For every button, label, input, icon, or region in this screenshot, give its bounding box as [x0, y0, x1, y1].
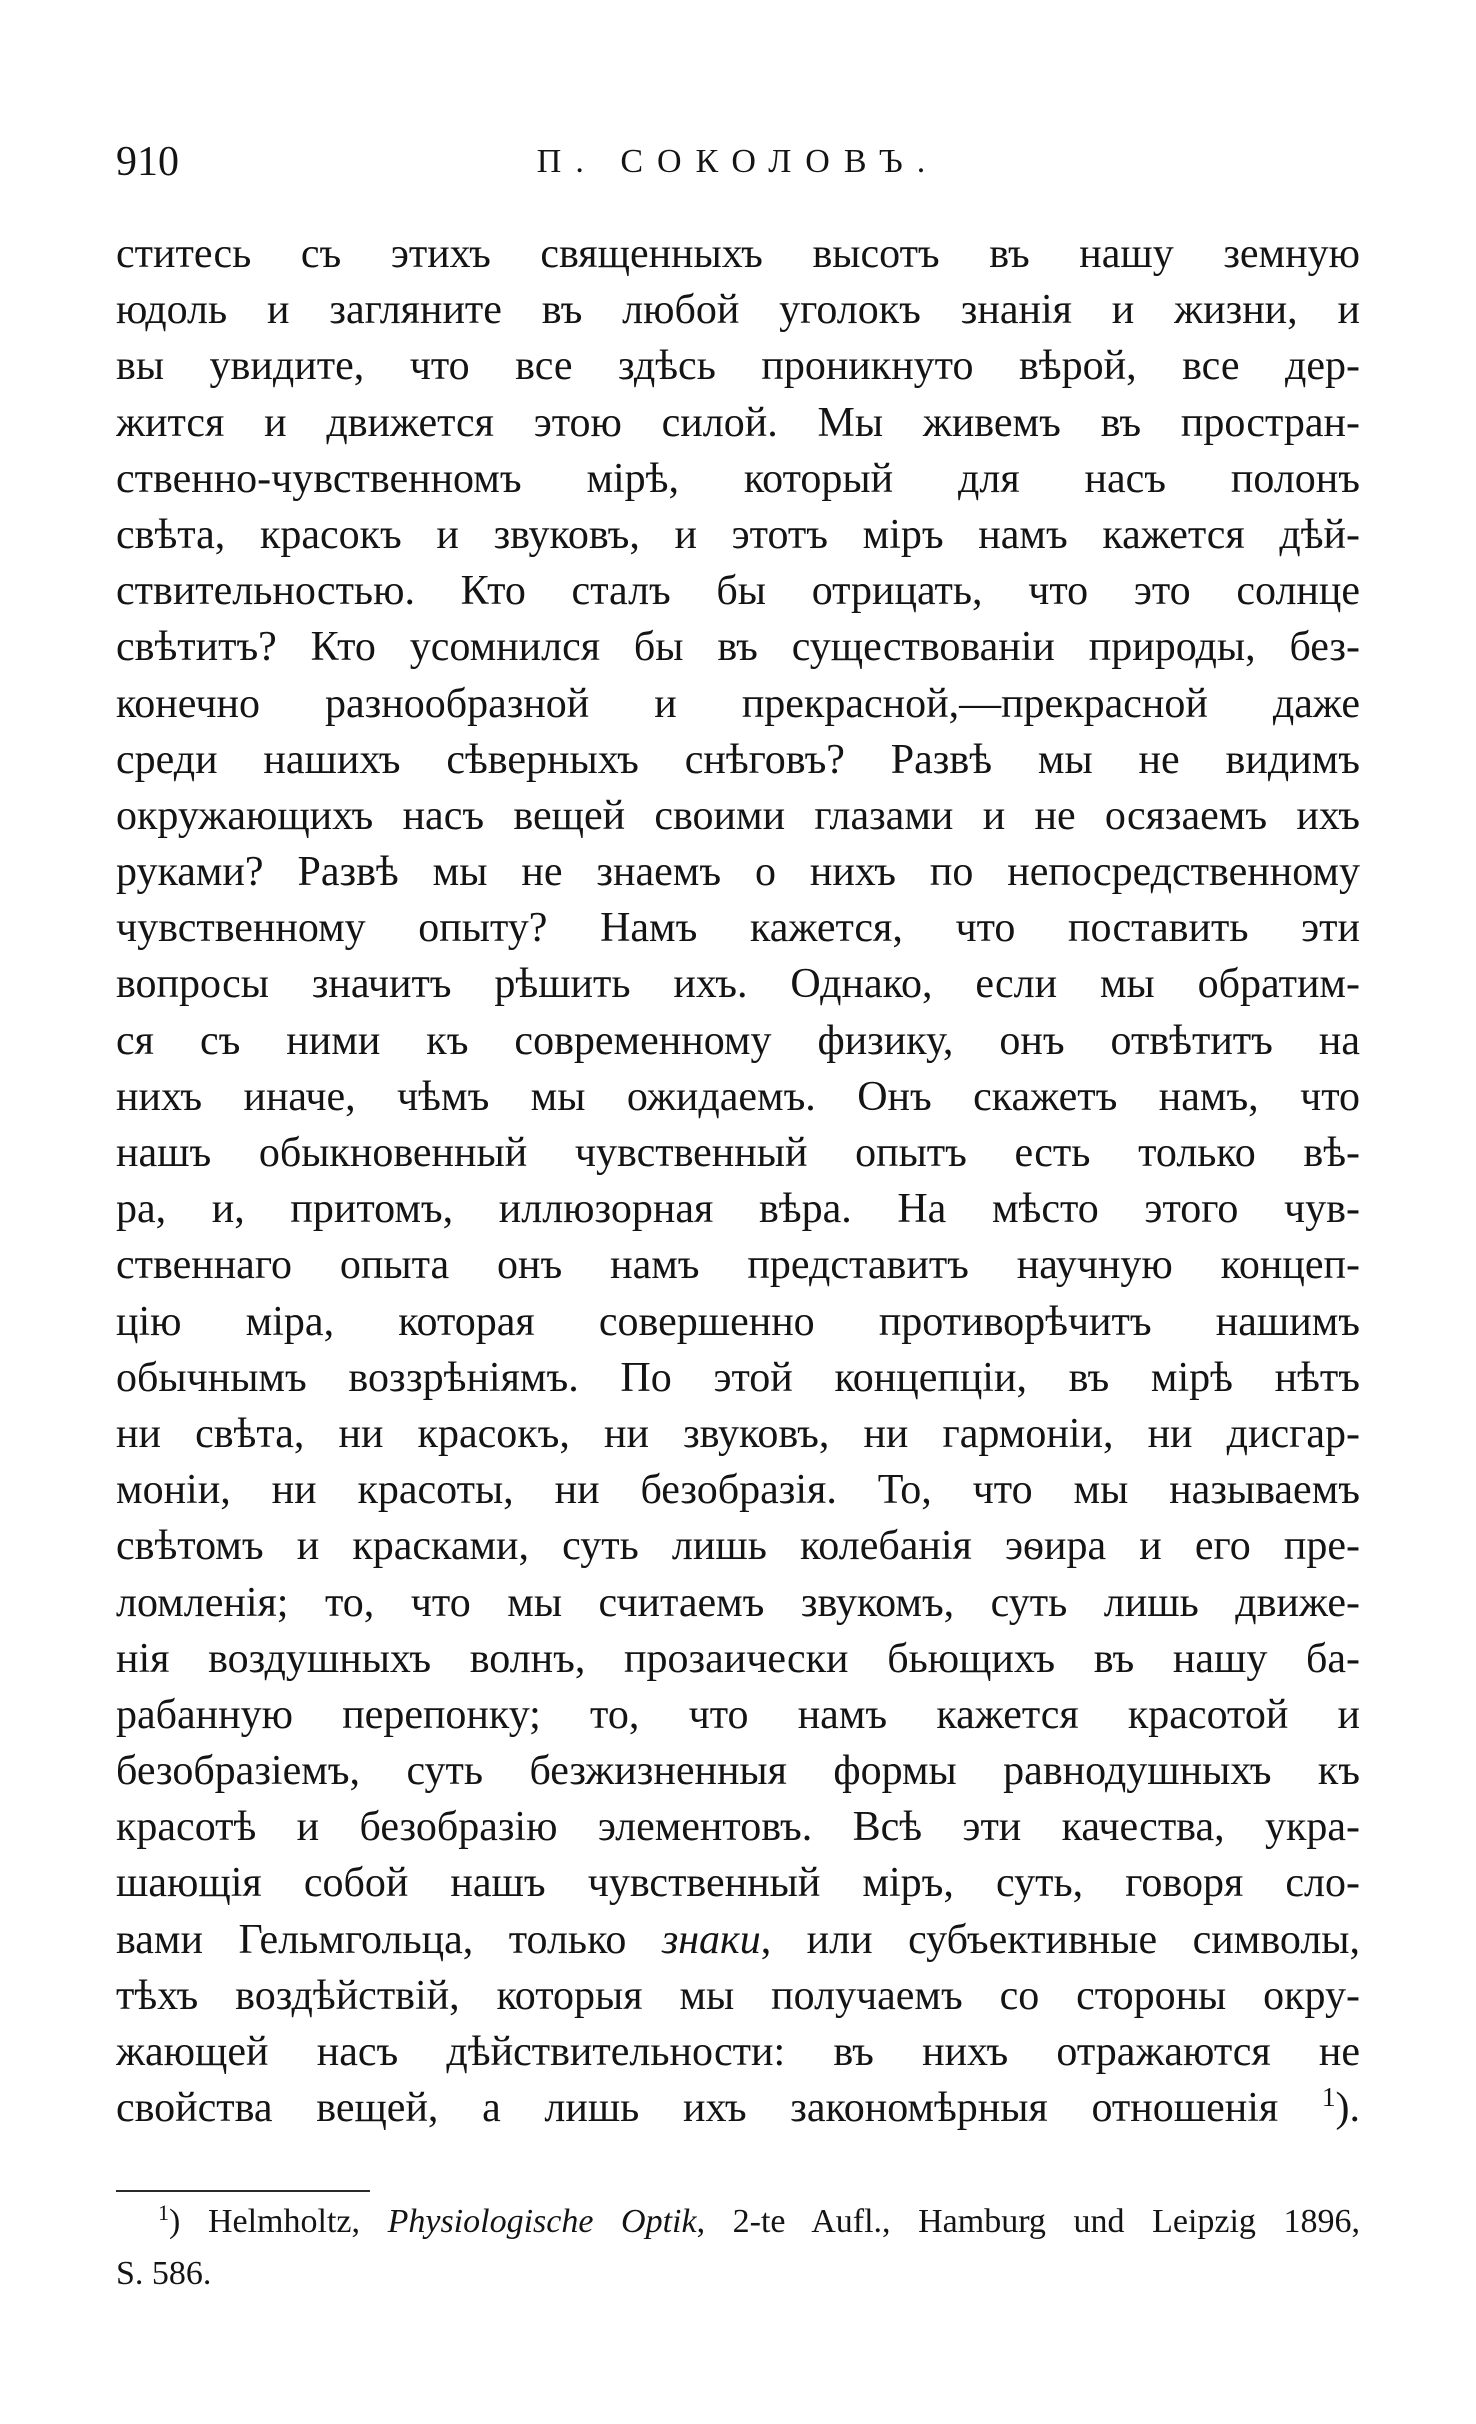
- text-line: [116, 2080, 1360, 2136]
- text-line: тѣхъ воздѣйствій, которыя мы получаемъ со стороны окру-: [116, 1972, 1360, 2019]
- footnote-line: S. 586.: [116, 2255, 212, 2292]
- text-line: ломленія; то, что мы считаемъ звукомъ, суть лишь движе-: [116, 1579, 1360, 1626]
- footnote-marker-paren: ): [169, 2203, 181, 2240]
- body-text: [116, 226, 1360, 2136]
- footnote-reference[interactable]: 1: [1321, 2082, 1336, 2113]
- text-line: ститесь съ этихъ священныхъ высотъ въ нашу земную: [116, 231, 1360, 277]
- text-line: свѣтитъ? Кто усомнился бы въ существованіи природы, без-: [116, 624, 1360, 671]
- text-line: ра, и, притомъ, иллюзорная вѣра. На мѣсто этого чув-: [116, 1186, 1360, 1233]
- text-line: ственно-чувственномъ мірѣ, который для насъ полонъ: [116, 455, 1360, 502]
- text-fragment: , или субъективные символы,: [760, 1916, 1360, 1963]
- text-line: юдоль и загляните въ любой уголокъ знанія и жизни, и: [116, 287, 1360, 334]
- italic-term: знаки: [661, 1916, 761, 1963]
- running-head: П. СОКОЛОВЪ.: [536, 143, 940, 180]
- text-line: окружающихъ насъ вещей своими глазами и не осязаемъ ихъ: [116, 792, 1360, 839]
- footnote-marker: 1: [158, 2199, 170, 2225]
- text-line: нія воздушныхъ волнъ, прозаически бьющихъ въ нашу ба-: [116, 1635, 1360, 1682]
- text-line: цію міра, которая совершенно противорѣчитъ нашимъ: [116, 1298, 1360, 1345]
- text-line: жится и движется этою силой. Мы живемъ въ простран-: [116, 399, 1360, 446]
- text-line: нихъ иначе, чѣмъ мы ожидаемъ. Онъ скажетъ намъ, что: [116, 1073, 1360, 1120]
- text-fragment: ).: [1335, 2085, 1360, 2132]
- text-line: обычнымъ воззрѣніямъ. По этой концепціи, въ мірѣ нѣтъ: [116, 1354, 1360, 1401]
- text-line: безобразіемъ, суть безжизненныя формы равнодушныхъ къ: [116, 1748, 1360, 1795]
- footnote-divider: [116, 2190, 370, 2192]
- text-line: рабанную перепонку; то, что намъ кажется красотой и: [116, 1691, 1360, 1738]
- text-line: вопросы значитъ рѣшить ихъ. Однако, если мы обратим-: [116, 961, 1360, 1008]
- text-line: ствительностью. Кто сталъ бы отрицать, что это солнце: [116, 568, 1360, 615]
- text-line: вы увидите, что все здѣсь проникнуто вѣрой, все дер-: [116, 343, 1360, 390]
- text-line: [116, 1912, 1360, 1968]
- page-header: [116, 132, 1360, 192]
- page-number: 910: [116, 139, 179, 185]
- footnotes: [116, 2196, 1360, 2300]
- text-line: конечно разнообразной и прекрасной,—прекрасной даже: [116, 680, 1360, 727]
- text-line: руками? Развѣ мы не знаемъ о нихъ по непосредственному: [116, 849, 1360, 896]
- text-line: красотѣ и безобразію элементовъ. Всѣ эти качества, укра-: [116, 1804, 1360, 1851]
- text-fragment: вами Гельмгольца, только: [116, 1916, 627, 1963]
- text-line: среди нашихъ сѣверныхъ снѣговъ? Развѣ мы не видимъ: [116, 736, 1360, 783]
- text-line: ни свѣта, ни красокъ, ни звуковъ, ни гармоніи, ни дисгар-: [116, 1410, 1360, 1457]
- footnote-title: Physiologische Optik: [387, 2203, 697, 2240]
- text-line: шающія собой нашъ чувственный міръ, суть, говоря сло-: [116, 1860, 1360, 1907]
- text-line: ся съ ними къ современному физику, онъ отвѣтитъ на: [116, 1017, 1360, 1064]
- text-line: жающей насъ дѣйствительности: въ нихъ отражаются не: [116, 2029, 1360, 2075]
- text-line: ственнаго опыта онъ намъ представитъ научную концеп-: [116, 1242, 1360, 1289]
- text-line: свѣтомъ и красками, суть лишь колебанія эѳира и его пре-: [116, 1523, 1360, 1570]
- text-line: чувственному опыту? Намъ кажется, что поставить эти: [116, 905, 1360, 952]
- text-fragment: свойства вещей, а лишь ихъ закономѣрныя отношенія: [116, 2085, 1279, 2132]
- text-line: нашъ обыкновенный чувственный опытъ есть только вѣ-: [116, 1130, 1360, 1176]
- text-line: свѣта, красокъ и звуковъ, и этотъ міръ намъ кажется дѣй-: [116, 511, 1360, 558]
- text-line: моніи, ни красоты, ни безобразія. То, что мы называемъ: [116, 1467, 1360, 1514]
- footnote-details: , 2-te Aufl., Hamburg und Leipzig 1896,: [696, 2203, 1361, 2240]
- footnote-line: [116, 2196, 1360, 2248]
- footnote-author: Helmholtz,: [207, 2203, 360, 2240]
